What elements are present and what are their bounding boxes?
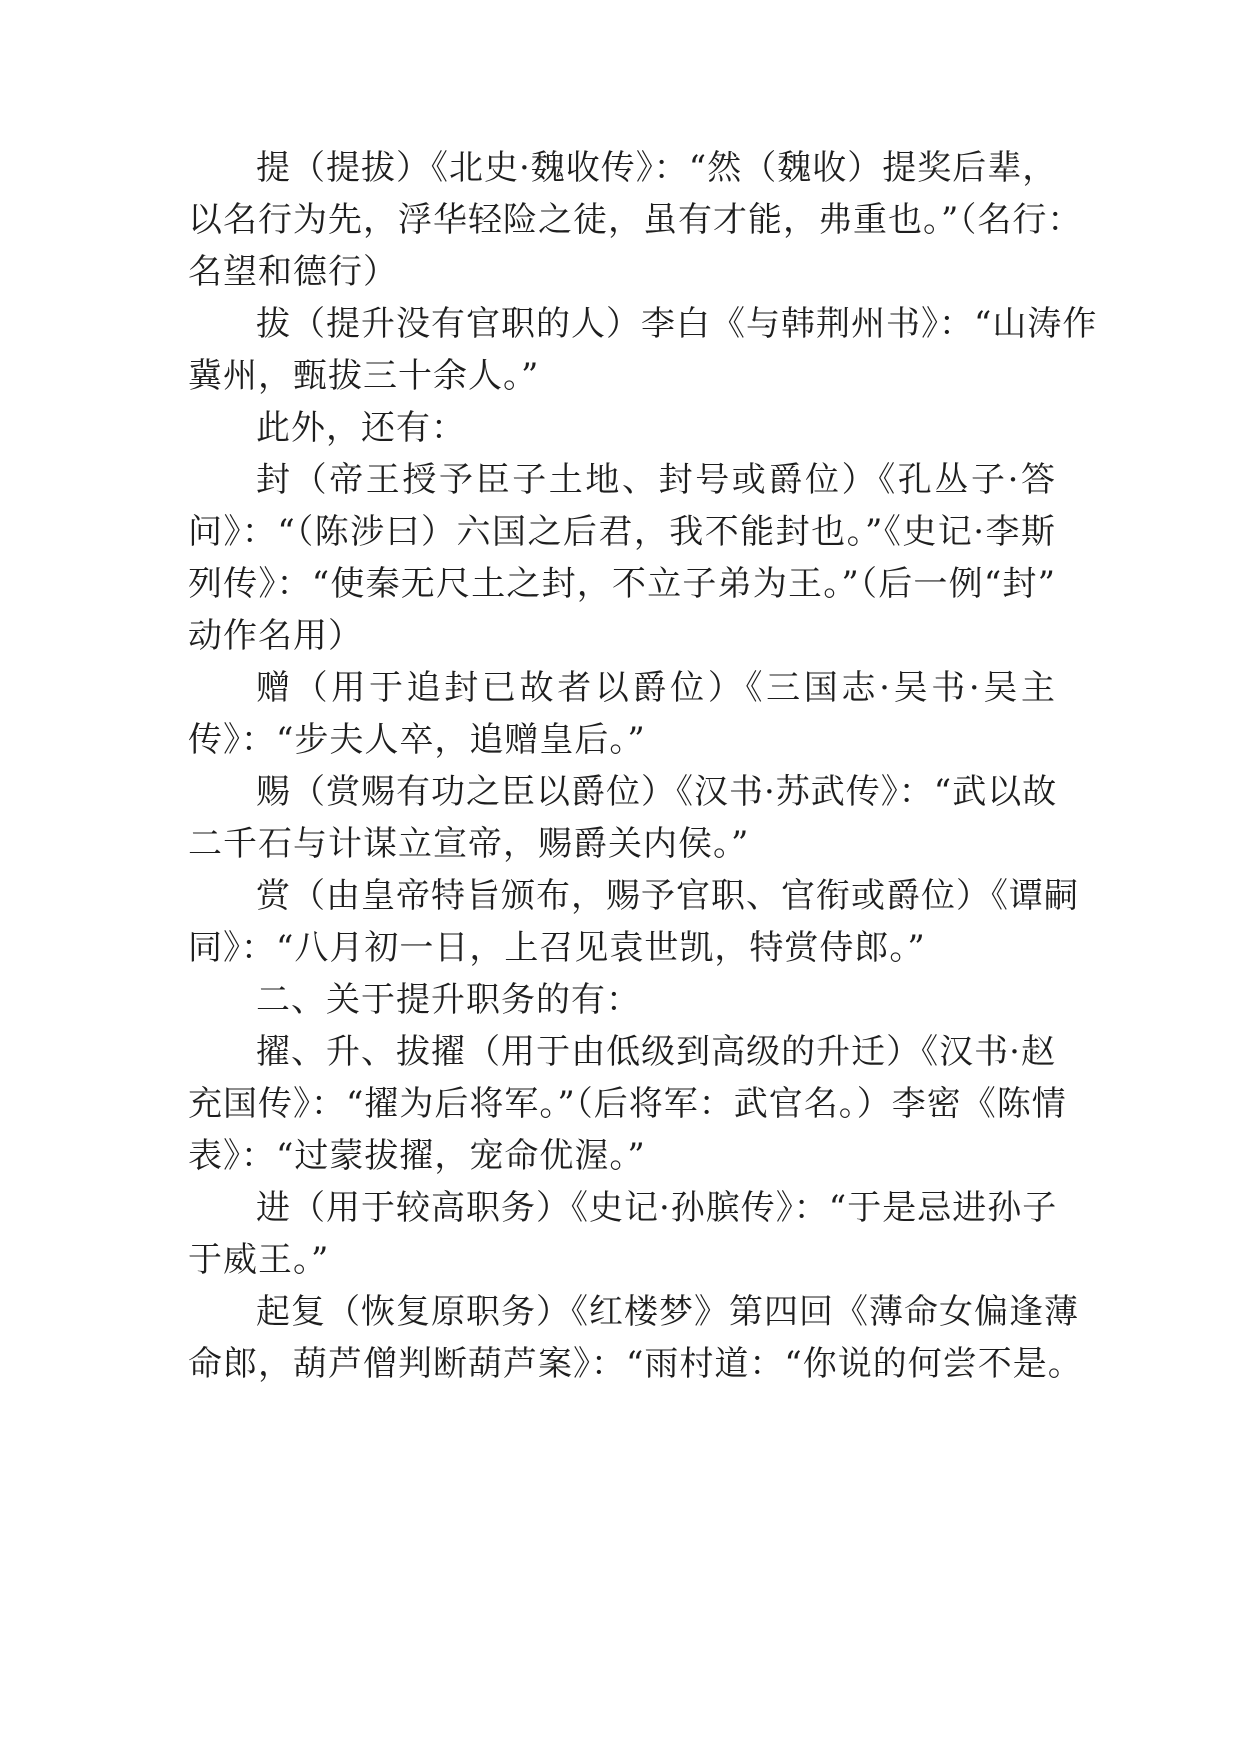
text-line: 二千石与计谋立宣帝，赐爵关内侯。” (188, 824, 750, 864)
text-line: 擢、升、拔擢（用于由低级到高级的升迁）《汉书·赵 (256, 1032, 1056, 1072)
text-line: 以名行为先，浮华轻险之徒，虽有才能，弗重也。”（名行： (188, 200, 1083, 240)
text-line: 动作名用） (188, 616, 363, 656)
text-line: 赠（用于追封已故者以爵位）《三国志·吴书·吴主 (256, 668, 1056, 708)
text-line: 于威王。” (188, 1240, 330, 1280)
text-line: 提（提拔）《北史·魏收传》：“然（魏收）提奖后辈， (256, 148, 1058, 188)
text-line: 拔（提升没有官职的人）李白《与韩荆州书》：“山涛作 (256, 304, 1098, 344)
text-line: 封（帝王授予臣子土地、封号或爵位）《孔丛子·答 (256, 460, 1056, 500)
text-line: 同》：“八月初一日，上召见袁世凯，特赏侍郎。” (188, 928, 926, 968)
text-line: 赏（由皇帝特旨颁布，赐予官职、官衔或爵位）《谭嗣 (256, 876, 1079, 916)
text-line: 命郎，葫芦僧判断葫芦案》：“雨村道：“你说的何尝不是。 (188, 1344, 1083, 1384)
text-line: 传》：“步夫人卒，追赠皇后。” (188, 720, 646, 760)
text-line: 赐（赏赐有功之臣以爵位）《汉书·苏武传》：“武以故 (256, 772, 1058, 812)
text-line: 充国传》：“擢为后将军。”（后将军：武官名。）李密《陈情 (188, 1084, 1067, 1124)
text-line: 冀州，甄拔三十余人。” (188, 356, 540, 396)
text-line: 名望和德行） (188, 252, 398, 292)
section-heading: 二、关于提升职务的有： (256, 980, 641, 1020)
text-line: 起复（恢复原职务）《红楼梦》第四回《薄命女偏逢薄 (256, 1292, 1079, 1332)
text-line: 表》：“过蒙拔擢，宠命优渥。” (188, 1136, 646, 1176)
text-line: 进（用于较高职务）《史记·孙膑传》：“于是忌进孙子 (256, 1188, 1058, 1228)
text-line: 问》：“（陈涉曰）六国之后君，我不能封也。”《史记·李斯 (188, 512, 1056, 552)
text-line: 此外，还有： (256, 408, 466, 448)
text-line: 列传》：“使秦无尺土之封，不立子弟为王。”（后一例“封” (188, 564, 1056, 604)
